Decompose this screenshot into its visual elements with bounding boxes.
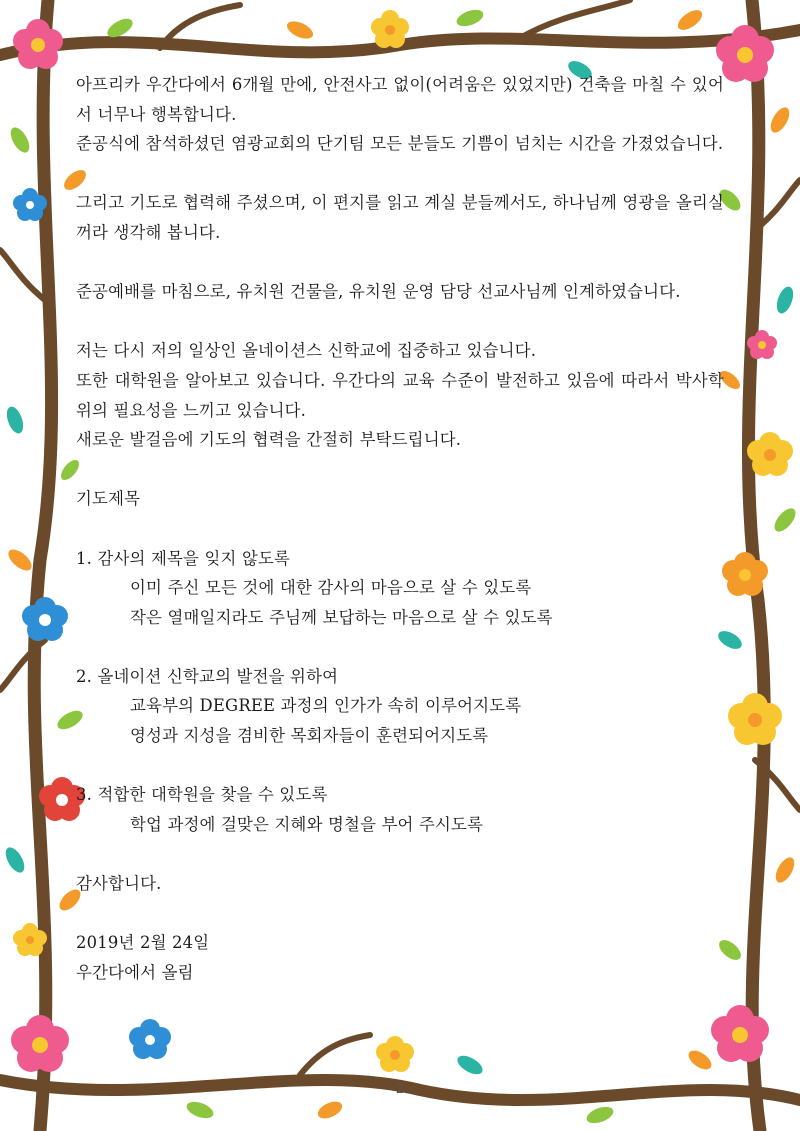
closing: 감사합니다.	[76, 874, 162, 894]
prayer-item-sub: 영성과 지성을 겸비한 목회자들이 훈련되어지도록	[130, 726, 489, 746]
signature: 우간다에서 올림	[76, 962, 194, 982]
prayer-item-sub: 작은 열매일지라도 주님께 보답하는 마음으로 살 수 있도록	[130, 607, 553, 627]
page-number: - 2 -	[387, 1082, 413, 1097]
paragraph: 또한 대학원을 알아보고 있습니다. 우간다의 교육 수준이 발전하고 있음에 따라서 박사학위의 필요성을 느끼고 있습니다.	[76, 370, 724, 420]
paragraph: 아프리카 우간다에서 6개월 만에, 안전사고 없이(어려움은 있었지만) 건축을 마칠 수 있어서 너무나 행복합니다.	[76, 75, 724, 124]
letter-date: 2019년 2월 24일	[76, 933, 210, 953]
paragraph: 준공예배를 마침으로, 유치원 건물을, 유치원 운영 담당 선교사님께 인계하였습니다.	[76, 282, 681, 302]
prayer-item-sub: 교육부의 DEGREE 과정의 인가가 속히 이루어지도록	[130, 696, 522, 716]
prayer-heading: 기도제목	[76, 489, 141, 509]
prayer-item-sub: 학업 과정에 걸맞은 지혜와 명철을 부어 주시도록	[130, 814, 484, 834]
paragraph: 새로운 발걸음에 기도의 협력을 간절히 부탁드립니다.	[76, 430, 462, 450]
paragraph: 그리고 기도로 협력해 주셨으며, 이 편지를 읽고 계실 분들께서도, 하나님께 영광을 올리실 꺼라 생각해 봅니다.	[76, 193, 724, 242]
prayer-item-title: 2. 올네이션 신학교의 발전을 위하여	[76, 666, 339, 686]
paragraph: 저는 다시 저의 일상인 올네이션스 신학교에 집중하고 있습니다.	[76, 341, 537, 361]
prayer-item-sub: 이미 주신 모든 것에 대한 감사의 마음으로 살 수 있도록	[130, 578, 532, 598]
paragraph: 준공식에 참석하셨던 염광교회의 단기팀 모든 분들도 기쁨이 넘치는 시간을 가졌었습니다.	[76, 134, 724, 154]
prayer-item-title: 1. 감사의 제목을 잊지 않도록	[76, 548, 291, 568]
prayer-item-title: 3. 적합한 대학원을 찾을 수 있도록	[76, 785, 328, 805]
letter-body	[76, 70, 724, 987]
